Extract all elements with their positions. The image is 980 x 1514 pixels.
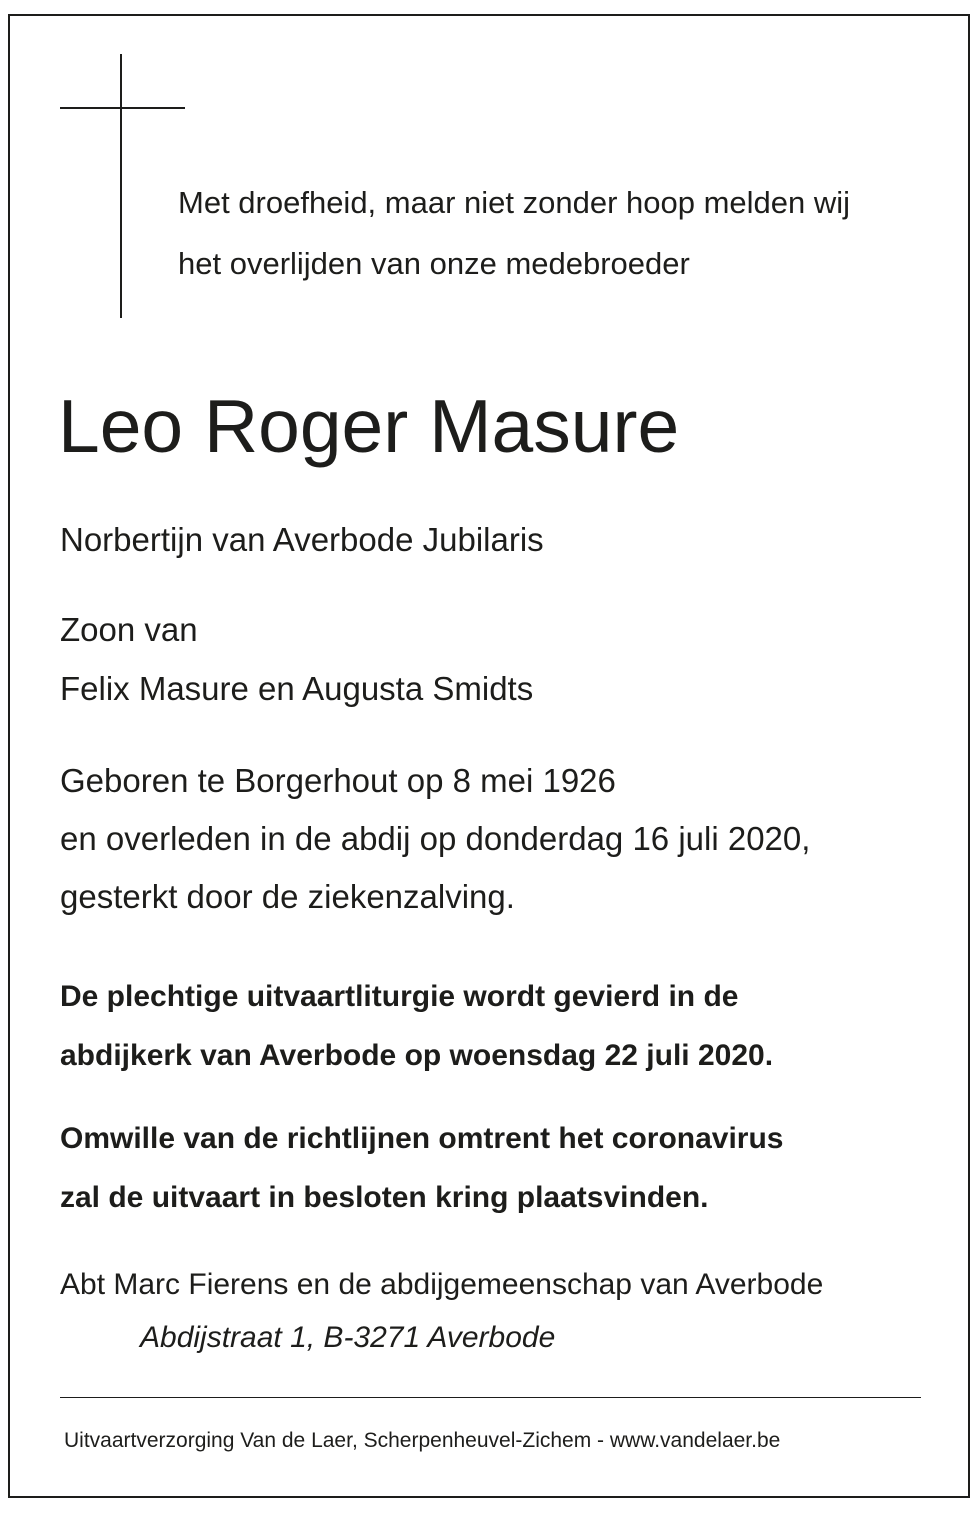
parents-label: Zoon van — [60, 611, 198, 648]
birth-line: Geboren te Borgerhout op 8 mei 1926 — [60, 762, 616, 799]
deceased-title: Norbertijn van Averbode Jubilaris — [60, 521, 544, 558]
sender-address: Abdijstraat 1, B-3271 Averbode — [140, 1321, 556, 1354]
death-line: en overleden in de abdij op donderdag 16 juli 2020, — [60, 820, 811, 857]
intro-line-2: het overlijden van onze medebroeder — [178, 246, 690, 281]
funeral-home-footer: Uitvaartverzorging Van de Laer, Scherpenheuvel-Zichem - www.vandelaer.be — [64, 1429, 781, 1452]
corona-notice — [60, 1109, 784, 1227]
intro-line-1: Met droefheid, maar niet zonder hoop melden wij — [178, 185, 851, 220]
corona-line-1: Omwille van de richtlijnen omtrent het coronavirus — [60, 1122, 784, 1155]
sacrament-line: gesterkt door de ziekenzalving. — [60, 878, 515, 915]
corona-line-2: zal de uitvaart in besloten kring plaatsvinden. — [60, 1181, 709, 1214]
funeral-line-1: De plechtige uitvaartliturgie wordt gevierd in de — [60, 980, 739, 1013]
cross-icon — [120, 54, 122, 318]
life-details — [60, 752, 810, 926]
intro-text — [178, 172, 938, 294]
deceased-name: Leo Roger Masure — [58, 384, 680, 468]
parents-names: Felix Masure en Augusta Smidts — [60, 670, 534, 707]
cross-icon-beam — [60, 107, 185, 109]
footer-divider — [60, 1397, 921, 1398]
funeral-line-2: abdijkerk van Averbode op woensdag 22 juli 2020. — [60, 1039, 774, 1072]
funeral-announcement — [60, 967, 773, 1085]
sender-signature: Abt Marc Fierens en de abdijgemeenschap van Averbode — [60, 1268, 824, 1301]
